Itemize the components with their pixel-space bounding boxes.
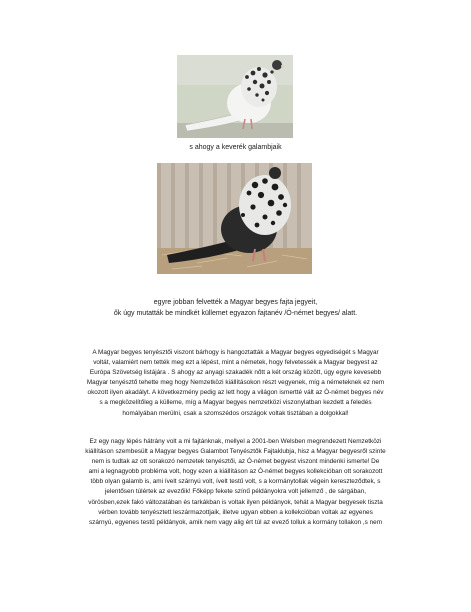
lead-text — [60, 297, 411, 319]
paragraph-2 — [42, 437, 429, 528]
paragraph-1 — [42, 348, 429, 419]
paragraph-line: kiállításon szembesült a Magyar begyes Galambot Tenyésztők Fajtaklubja, hisz a Magyar begyesről szinte — [85, 448, 386, 456]
paragraph-line: s a megközelítőleg a külleme, míg a Magyar begyes nemzetközi viszonylatban kezdett a feledés — [99, 399, 372, 407]
paragraph-line: ami a legnagyobb probléma volt, hogy ezen a kiállításon az Ó-német begyes kollekcióban ott sorakozott — [88, 468, 383, 476]
pigeon-photo-2 — [157, 163, 312, 274]
paragraph-line: Európa Szövetség listájára . S ahogy az anyagi szakadék nőtt a két ország között, úgy egyre kevesebb — [89, 369, 382, 377]
paragraph-line: szárnyú, egyenes testű példányok, amik nem vagy alig ért túl az evező tolluk a kormány tollakon ,s nem — [88, 518, 383, 526]
lead-line: egyre jobban felvették a Magyar begyes fajta jegyeit, — [153, 299, 318, 306]
paragraph-line: vérben tovább tenyésztett leszármazottjaik, illetve ugyan ebben a kollekcióban voltak az egyenes — [98, 508, 373, 516]
paragraph-line: Magyar tenyésztő tehette meg hogy Nemzetközi kiállításokon részt vegyenek, míg a németeknek ez nem — [86, 379, 385, 387]
paragraph-line: voltát, valamiért nem tették meg ezt a lépést, mint a németek, hogy felvetessék a Magyar begyest az — [93, 359, 378, 367]
photo-1-caption: s ahogy a keverék galambjaik — [189, 144, 282, 151]
paragraph-line: vörösben,ezek fakó változatában és tarkákban is voltak ilyen példányok, tehát a Magyar begyesek tiszta — [88, 498, 383, 506]
paragraph-line: Ez egy nagy lépés hátrány volt a mi fajtánknak, mellyel a 2001-ben Welsben megrendezett Nemzetközi — [89, 438, 382, 445]
paragraph-line: okozott ilyen akadályt. A következmény pedig az lett hogy a világon ismertté vált az Ó-német begyes név — [87, 389, 384, 397]
paragraph-line: nem is tudtak az ott sorakozó nemzetek tenyésztői, az Ó-német begyest viszont mindenki ismerte! De — [91, 458, 380, 466]
lead-line: ők úgy mutatták be mindkét küllemet egyazon fajtanév /Ó-német begyes/ alatt. — [113, 310, 358, 317]
paragraph-line: A Magyar begyes tenyésztői viszont bárhogy is hangoztatták a Magyar begyes egyediségét s Magyar — [92, 349, 379, 356]
pigeon-photo-2-drawing — [157, 163, 312, 274]
paragraph-line: homályában merülni, csak a szomszédos országok voltak tisztában a dolgokkal! — [122, 409, 349, 417]
pigeon-photo-1-drawing — [177, 55, 293, 138]
pigeon-photo-1 — [177, 55, 293, 138]
paragraph-line: jelentősen túlértek az evezőik! Főképp fekete színű példányokra volt jellemző , de sárgában, — [104, 488, 367, 496]
paragraph-line: több olyan galamb is, ami ívelt szárnyú volt, ívelt testű volt, s a kormánytollak végein kereszteződtek, s — [90, 478, 381, 486]
